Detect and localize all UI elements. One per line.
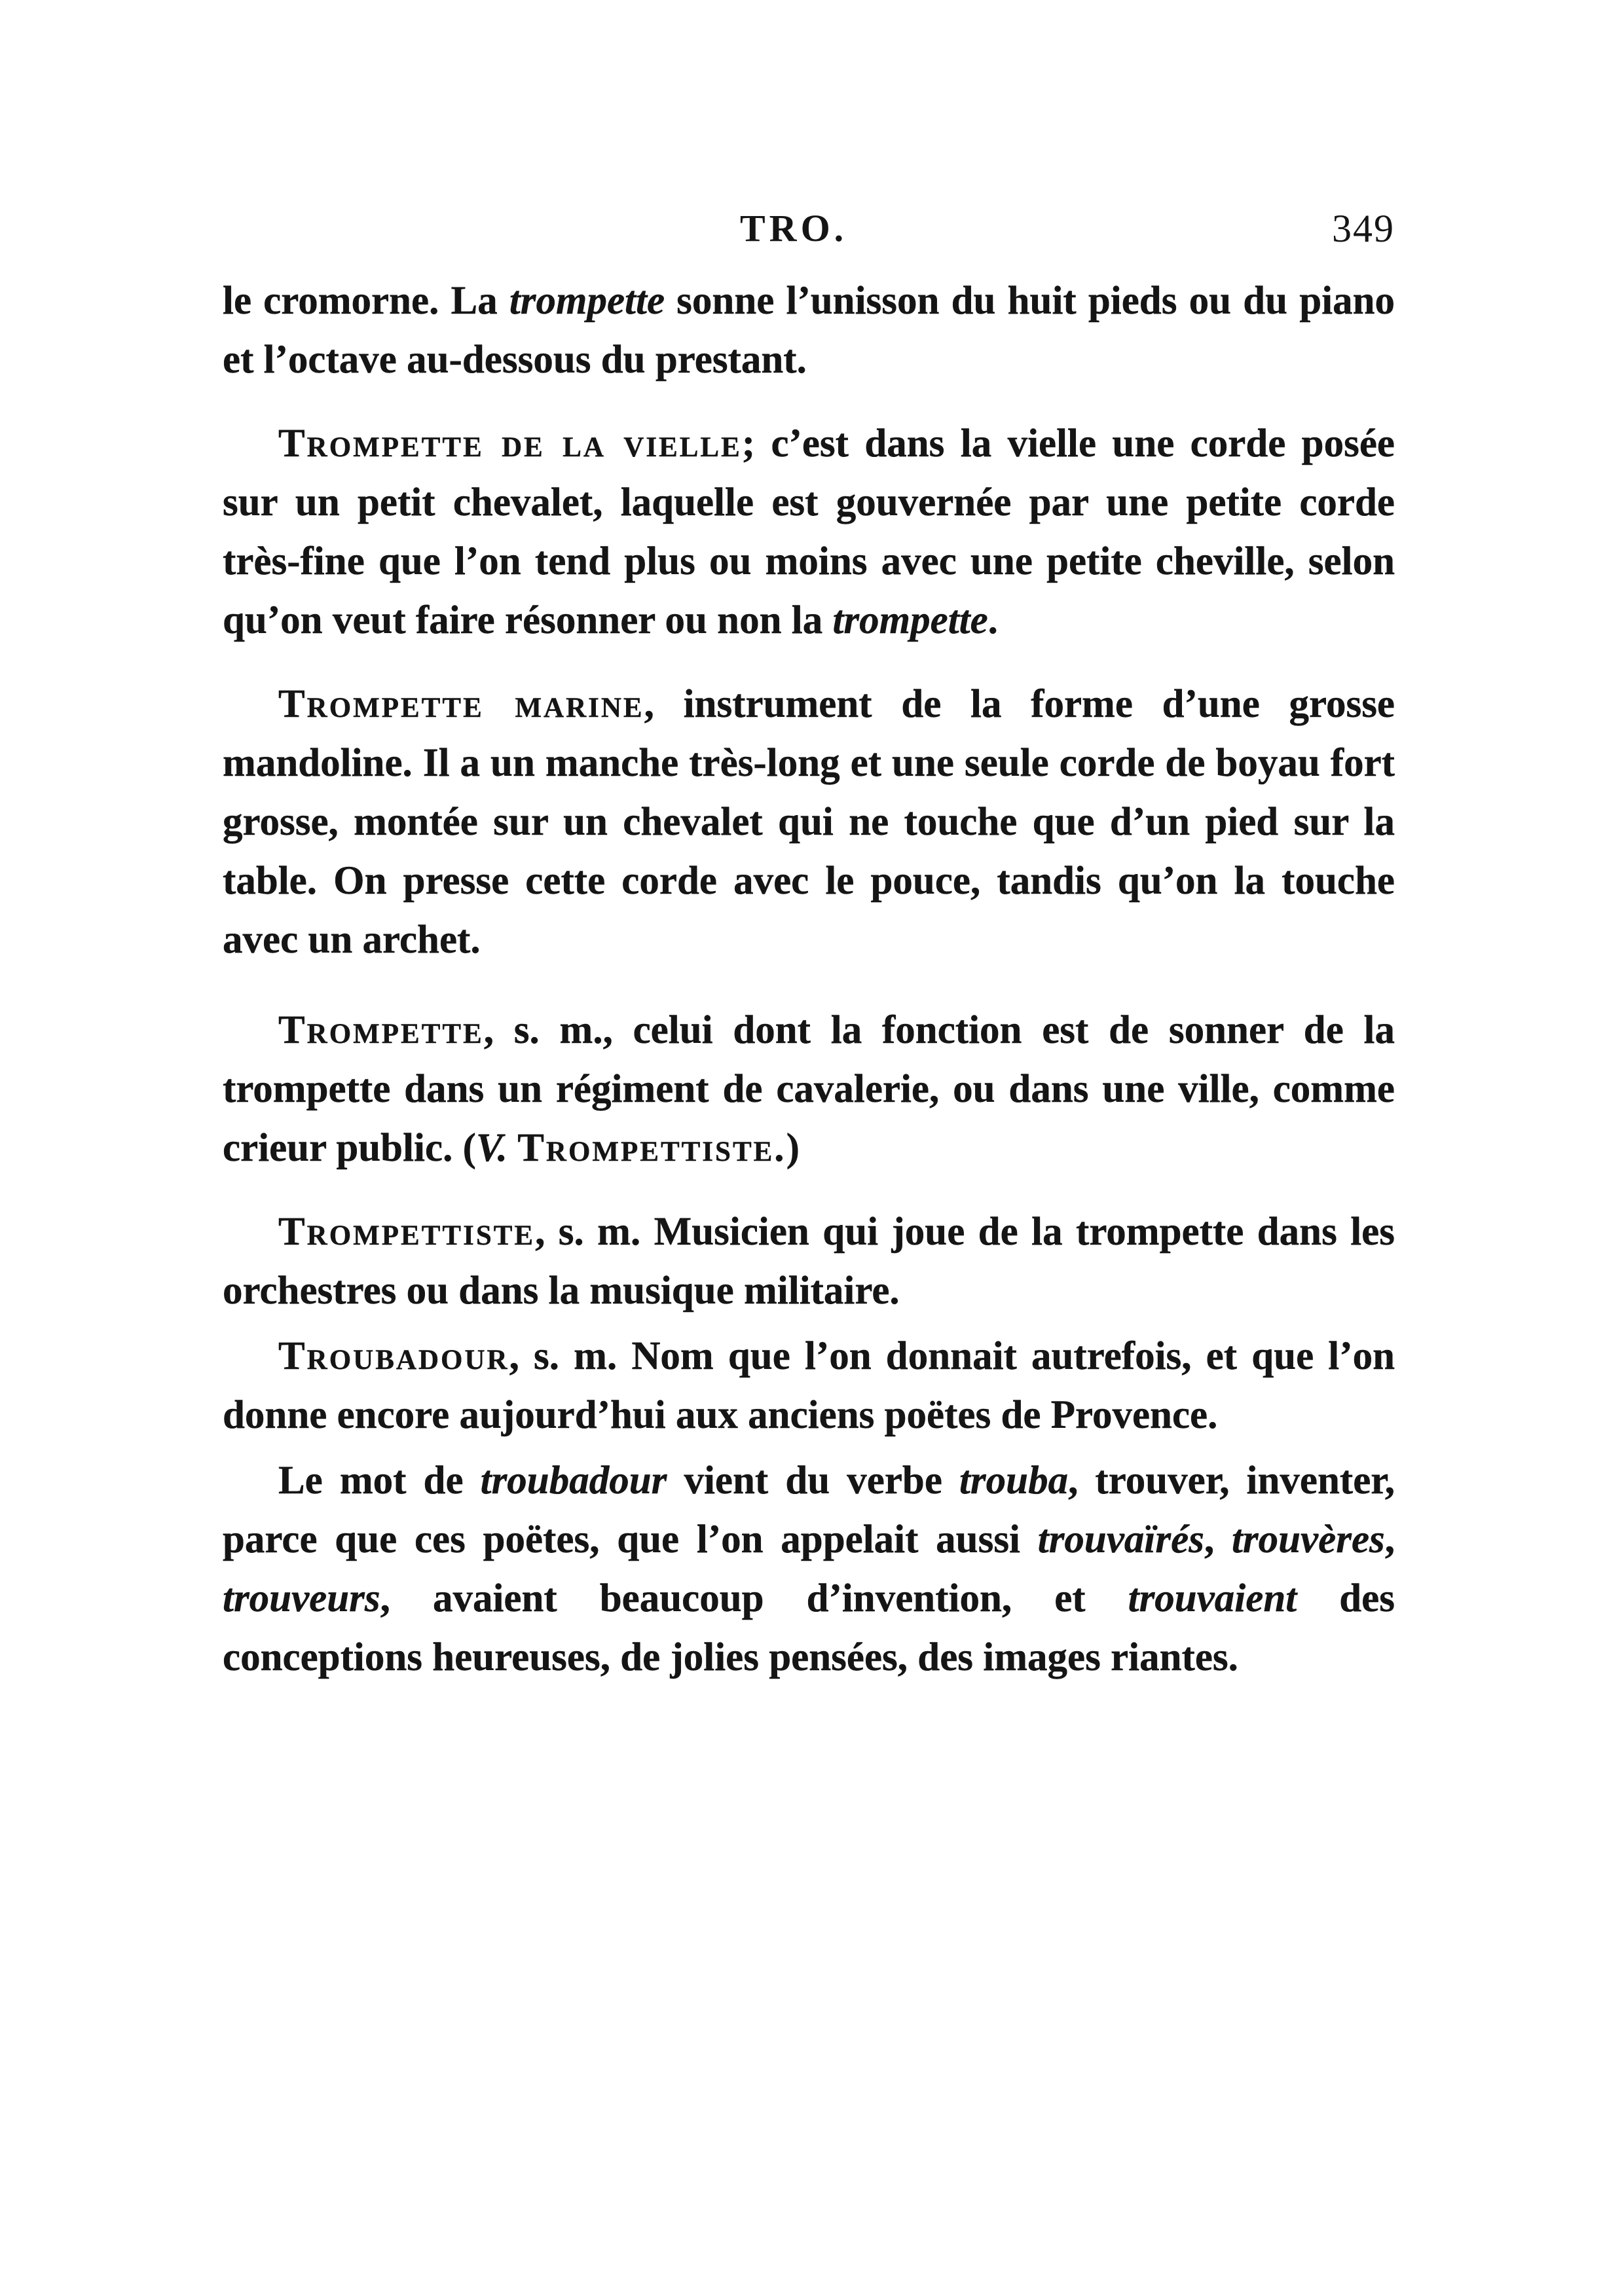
- running-head: TRO.: [740, 207, 848, 249]
- text-run: ; c’est dans la vielle une corde posée sur un petit chevalet, laquelle est gouvernée par une petite corde très-fine que l’on tend plus ou moins avec une petite cheville, selon qu’on veut faire résonner ou non la: [223, 422, 1395, 642]
- text-run: , s. m., celui dont la fonction est de sonner de la trompette dans un régiment de cavalerie, ou dans une ville, comme crieur public. (: [223, 1008, 1395, 1170]
- body-text: [223, 272, 1395, 1687]
- text-run: ): [786, 1126, 800, 1170]
- text-run: , instrument de la forme d’une grosse mandoline. Il a un manche très-long et une seule corde de boyau fort grosse, montée sur un chevalet qui ne touche que d’un pied sur la table. On presse cette corde avec le pouce, tandis qu’on la touche avec un archet.: [223, 682, 1395, 962]
- entry-troubadour: [223, 1327, 1395, 1445]
- italic-term: trouveurs: [223, 1576, 380, 1620]
- text-run: , s. m. Nom que l’on donnait autrefois, et que l’on donne encore aujourd’hui aux anciens poëtes de Provence.: [223, 1334, 1395, 1437]
- text-run: , avaient beaucoup d’invention, et: [380, 1576, 1128, 1620]
- italic-term: troubadour: [480, 1459, 667, 1503]
- italic-abbreviation: V.: [475, 1126, 507, 1170]
- page-number: 349: [1332, 207, 1395, 250]
- entry-trompettiste: [223, 1203, 1395, 1321]
- text-run: , s. m. Musicien qui joue de la trompette dans les orchestres ou dans la musique militaire.: [223, 1210, 1395, 1313]
- entry-headword: Trompettiste: [278, 1210, 536, 1254]
- text-run: , trouver, inventer, parce que ces poëtes, que l’on appelait aussi: [223, 1459, 1395, 1561]
- entry-trompette: [223, 1001, 1395, 1178]
- entry-trompette-de-la-vielle: [223, 414, 1395, 650]
- text-run: sonne l’unisson du huit pieds ou du piano et l’octave au-dessous du prestant.: [223, 279, 1395, 382]
- page-header: [229, 206, 1395, 259]
- entry-headword: Troubadour: [278, 1334, 509, 1378]
- cross-reference: Trompettiste.: [517, 1126, 786, 1170]
- italic-term: trompette: [832, 598, 988, 642]
- text-run: Le mot de: [278, 1459, 481, 1503]
- text-run: des conceptions heureuses, de jolies pensées, des images riantes.: [223, 1576, 1395, 1679]
- italic-term: trouba: [959, 1459, 1069, 1503]
- text-run: .: [987, 598, 998, 642]
- italic-term: trouvères: [1231, 1518, 1385, 1561]
- text-run: ,: [1384, 1518, 1395, 1561]
- paragraph-continuation: [223, 272, 1395, 390]
- text-run: ,: [1204, 1518, 1232, 1561]
- entry-headword: Trompette: [278, 1008, 484, 1052]
- text-run: [507, 1126, 517, 1170]
- entry-headword: Trompette marine: [278, 682, 644, 726]
- entry-trompette-marine: [223, 675, 1395, 970]
- italic-term: trouvaïrés: [1037, 1518, 1204, 1561]
- italic-term: trompette: [509, 279, 665, 323]
- text-run: vient du verbe: [667, 1459, 959, 1503]
- paragraph-troubadour-etymology: [223, 1451, 1395, 1687]
- text-run: le cromorne. La: [223, 279, 509, 323]
- entry-headword: Trompette de la vielle: [278, 422, 742, 465]
- italic-term: trouvaient: [1128, 1576, 1297, 1620]
